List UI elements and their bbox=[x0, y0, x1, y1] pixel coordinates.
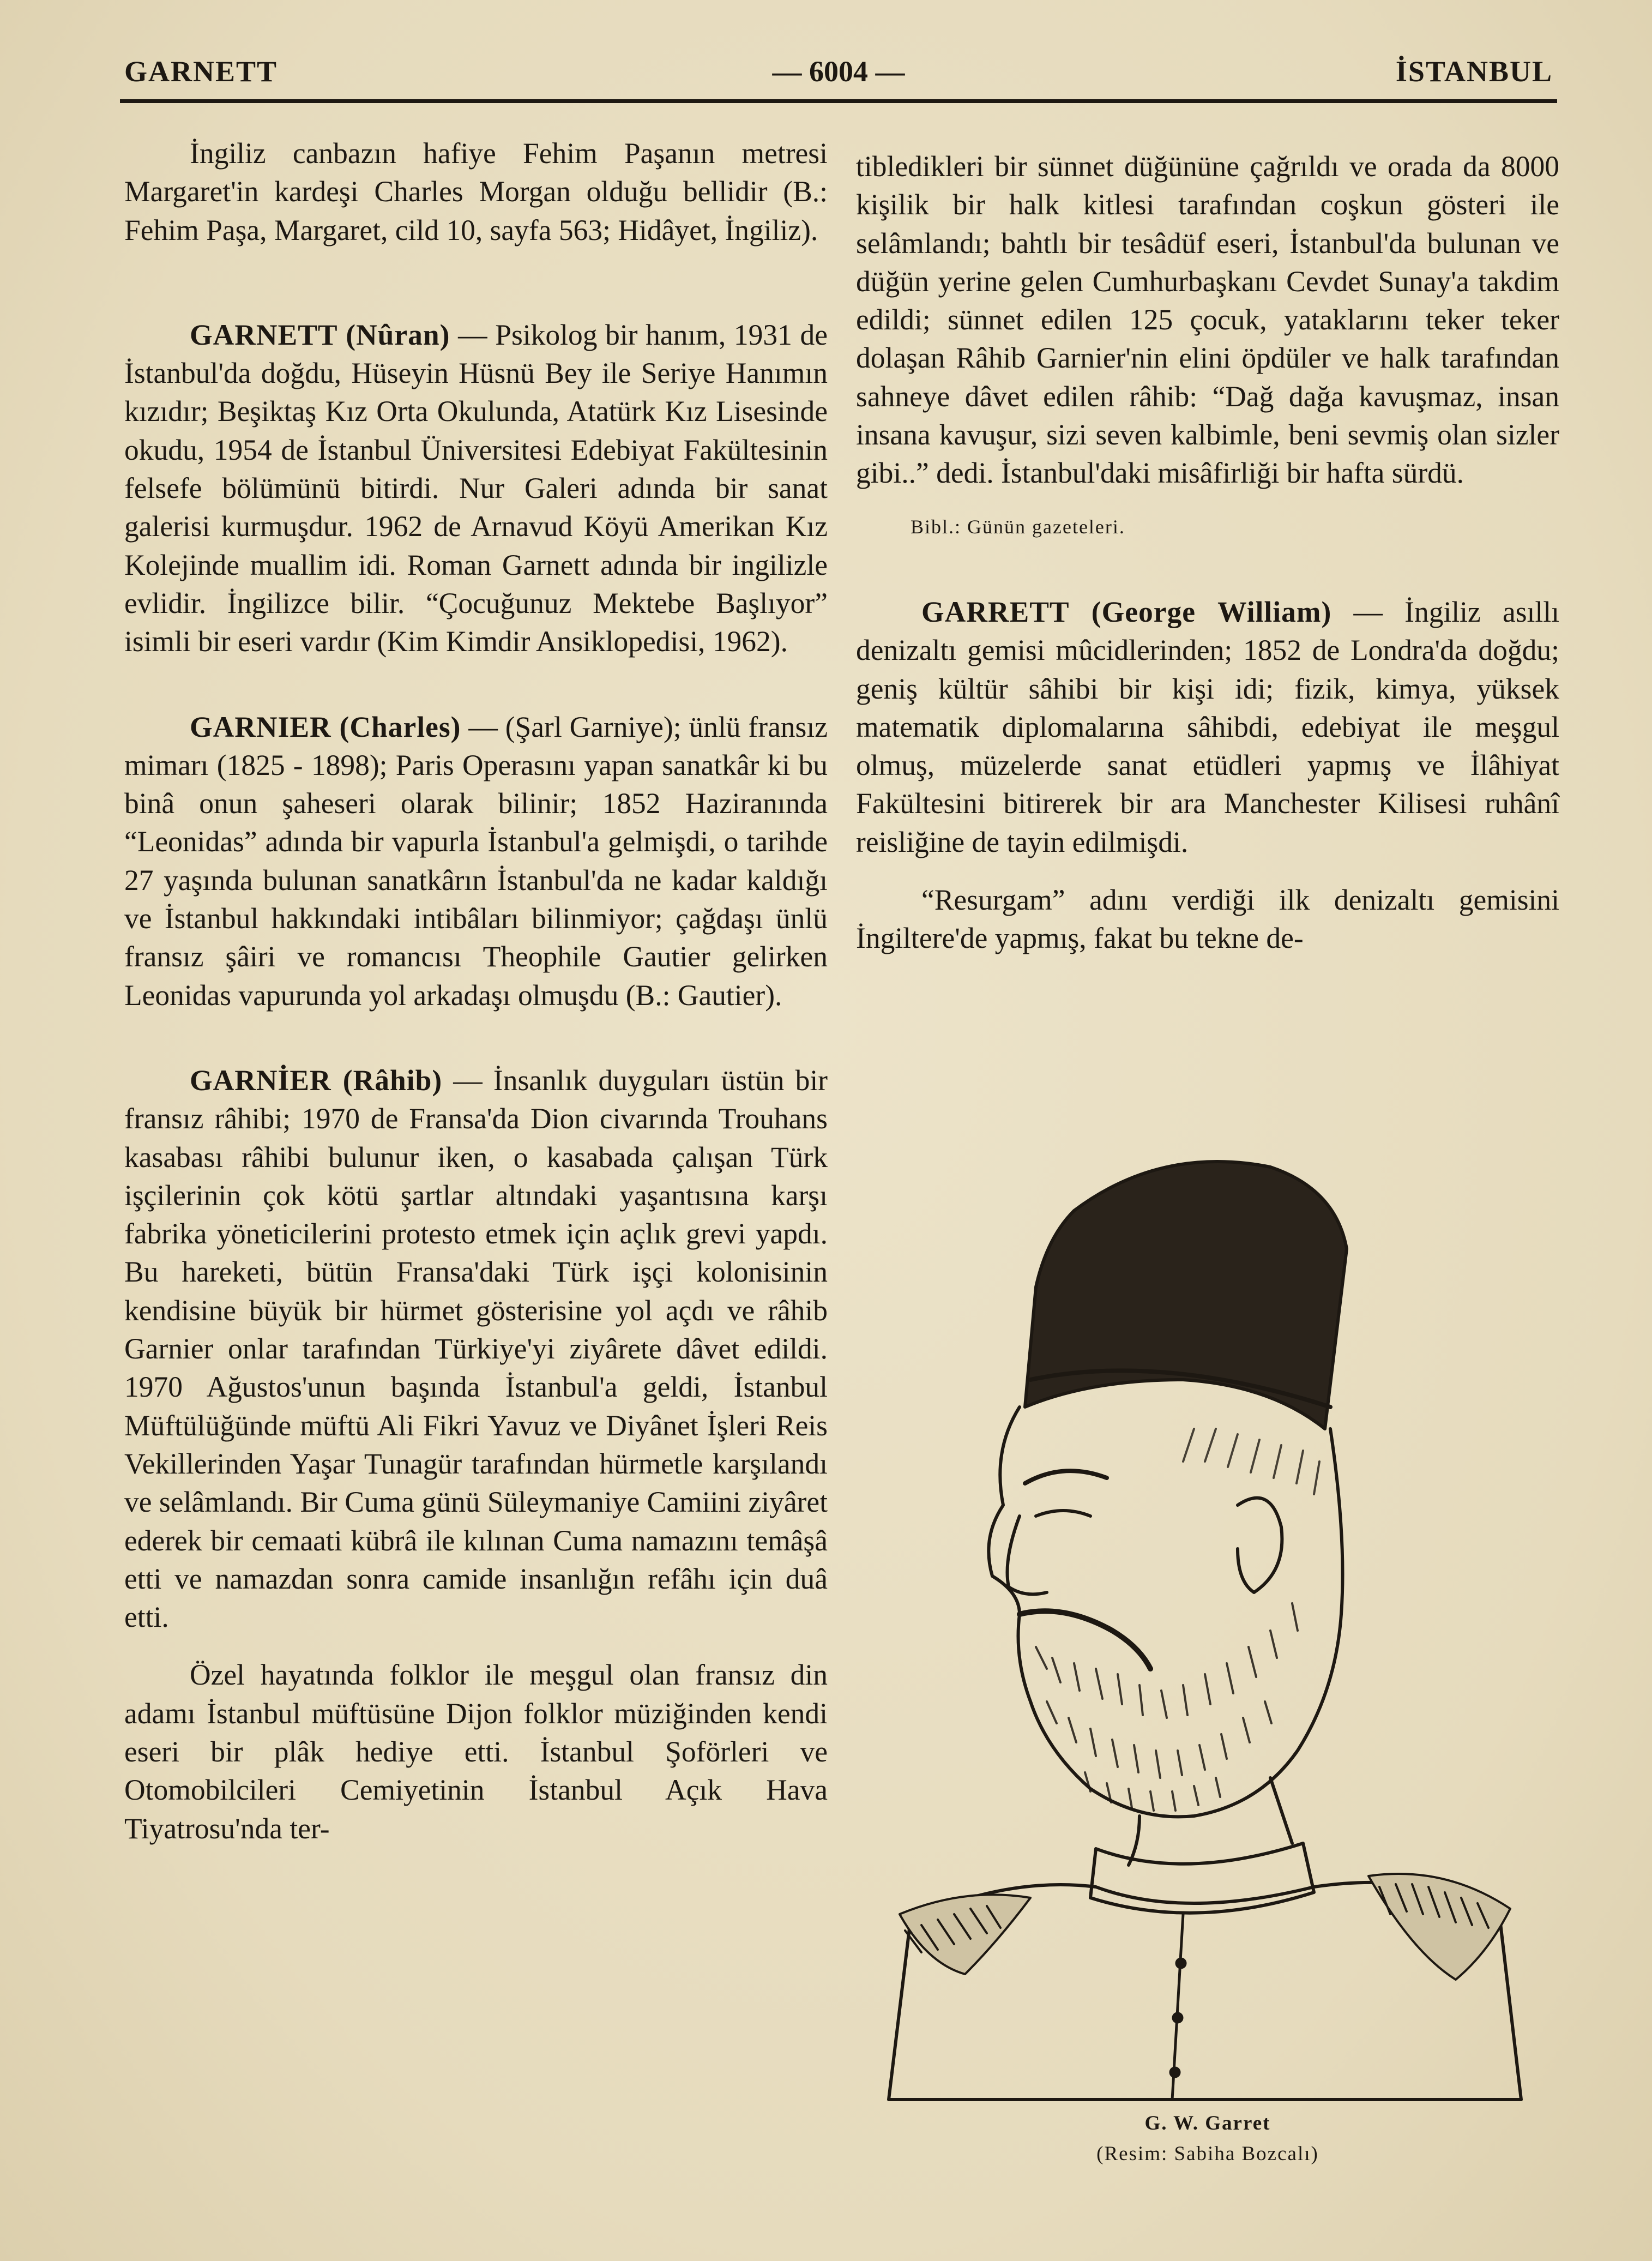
mustache bbox=[1020, 1611, 1150, 1669]
eyebrow bbox=[1025, 1471, 1107, 1483]
entry-garrett-george bbox=[856, 593, 1559, 861]
bibliography-note: Bibl.: Günün gazeteleri. bbox=[911, 515, 1125, 538]
fez-hat bbox=[1025, 1162, 1347, 1429]
nose bbox=[1008, 1516, 1047, 1594]
figure-caption-credit: (Resim: Sabiha Bozcalı) bbox=[1096, 2143, 1319, 2165]
entry-text: — İnsanlık duyguları üstün bir fransız râhibi; 1970 de Fransa'da Dion civarında Trouhans kasabası râhibi bulunur iken, o kasabada çalışan Türk işçilerinin çok kötü şartlar altındaki yaşantısına karşı fabrika yöneticilerini protesto etmek için açlık grevi yapdı. Bu hareketi, bütün Fransa'daki Türk işçi kolonisinin kendisine büyük bir hürmet gösterisine yol açdı ve râhib Garnier onlar tarafından Türkiye'yi ziyârete dâvet edildi. 1970 Ağustos'unun başında İstanbul'a geldi, İstanbul Müftülüğünde müftü Ali Fikri Yavuz ve Diyânet İşleri Reis Vekillerinden Yaşar Tunagür tarafından hürmetle karşılandı ve selâmlandı. Bir Cuma günü Süleymaniye Camiini ziyâret ederek bir cemaati kübrâ ile kılınan Cuma namazını temâşâ etti ve namazdan sonra camide insanlığın refâhı için duâ etti. bbox=[124, 1063, 828, 1634]
entry-text: — Psikolog bir hanım, 1931 de İstanbul'da doğdu, Hüseyin Hüsnü Bey ile Seriye Hanımın kızıdır; Beşiktaş Kız Orta Okulunda, Atatürk Kız Lisesinde okudu, 1954 de İstanbul Üniversitesi Edebiyat Fakültesinin felsefe bölümünü bitirdi. Nur Galeri adında bir sanat galerisi kurmuşdur. 1962 de Arnavud Köyü Amerikan Kız Kolejinde muallim idi. Roman Garnett adında bir ingilizle evlidir. İngilizce bilir. “Çocuğunuz Mektebe Başlıyor” isimli bir eseri vardır (Kim Kimdir Ansiklopedisi, 1962). bbox=[124, 318, 828, 658]
header-volume-word: İSTANBUL bbox=[1395, 55, 1553, 88]
paragraph: tibledikleri bir sünnet düğününe çağrıldı ve orada da 8000 kişilik bir halk kitlesi tarafından coşkun gösteri ile selâmlandı; bahtlı bir tesâdüf eseri, İstanbul'da bulunan ve düğün yerine gelen Cumhurbaşkanı Cevdet Sunay'a takdim edildi; sünnet edilen 125 çocuk, yataklarını teker teker dolaşan Râhib Garnier'nin elini öpdüler ve halk tarafından sahneye dâvet edilen râhib: “Dağ dağa kavuşmaz, insan insana kavuşur, sizi seven kalbimle, beni sevmiş olan sizler gibi..” dedi. İstanbul'daki misâfirliği bir hafta sürdü. bbox=[856, 150, 1559, 490]
entry-garnier-rahib bbox=[124, 1061, 828, 1636]
page-number: — 6004 — bbox=[772, 55, 905, 88]
header-rule bbox=[120, 99, 1557, 103]
eye bbox=[1036, 1511, 1090, 1516]
hair-hatching bbox=[1183, 1429, 1319, 1494]
right-column bbox=[856, 147, 1559, 958]
entry-garnett-nuran bbox=[124, 316, 828, 661]
ear bbox=[1238, 1498, 1282, 1592]
paragraph: “Resurgam” adını verdiği ilk denizaltı gemisini İngiltere'de yapmış, fakat bu tekne de- bbox=[856, 883, 1559, 955]
header-entry-word: GARNETT bbox=[124, 55, 278, 88]
entry-garnier-charles bbox=[124, 708, 828, 1014]
entry-text: — (Şarl Garniye); ünlü fransız mimarı (1825 - 1898); Paris Operasını yapan sanatkâr ki bu binâ onun şaheseri olarak bilinir; 1852 Haziranında “Leonidas” adında bir vapurla İstanbul'a gelmişdi, o tarihde 27 yaşında bulunan sanatkârın İstanbul'da ne kadar kaldığı ve İstanbul hakkındaki intibâları bilinmiyor; çağdaşı ünlü fransız şâiri ve romancısı Theophile Gautier gelirken Leonidas vapurunda yol arkadaşı olmuşdu (B.: Gautier). bbox=[124, 710, 828, 1012]
entry-heading: GARNİER (Râhib) bbox=[190, 1063, 443, 1097]
entry-heading: GARNETT (Nûran) bbox=[190, 318, 450, 351]
epaulette-right bbox=[1368, 1874, 1510, 1980]
entry-text: — İngiliz asıllı denizaltı gemisi mûcidlerinden; 1852 de Londra'da doğdu; geniş kültür sâhibi bir kişi idi; fizik, kimya, yüksek matematik diplomalarına sâhibdi, edebiyat ile meşgul olmuş, müzelerde sanat etüdleri yapmış ve İlâhiyat Fakültesini bitirerek bir ara Manchester Kilisesi ruhânî reisliğine de tayin edilmişdi. bbox=[856, 595, 1559, 858]
entry-heading: GARNIER (Charles) bbox=[190, 710, 461, 743]
entry-heading: GARRETT (George William) bbox=[921, 595, 1332, 628]
beard-hatching bbox=[1036, 1603, 1298, 1811]
page-header bbox=[124, 50, 1553, 99]
figure-caption-name: G. W. Garret bbox=[1144, 2112, 1271, 2134]
paragraph: Özel hayatında folklor ile meşgul olan fransız din adamı İstanbul müftüsüne Dijon folklor müziğinden kendi eseri bir plâk hediye etti. İstanbul Şoförleri ve Otomobilcileri Cemiyetinin İstanbul Açık Hava Tiyatrosu'nda ter- bbox=[124, 1658, 828, 1845]
left-column bbox=[124, 134, 828, 1848]
portrait-illustration bbox=[856, 1123, 1554, 2105]
epaulette-left bbox=[900, 1895, 1030, 1974]
paragraph: İngiliz canbazın hafiye Fehim Paşanın metresi Margaret'in kardeşi Charles Morgan olduğu bellidir (B.: Fehim Paşa, Margaret, cild 10, sayfa 563; Hidâyet, İngiliz). bbox=[124, 137, 828, 246]
